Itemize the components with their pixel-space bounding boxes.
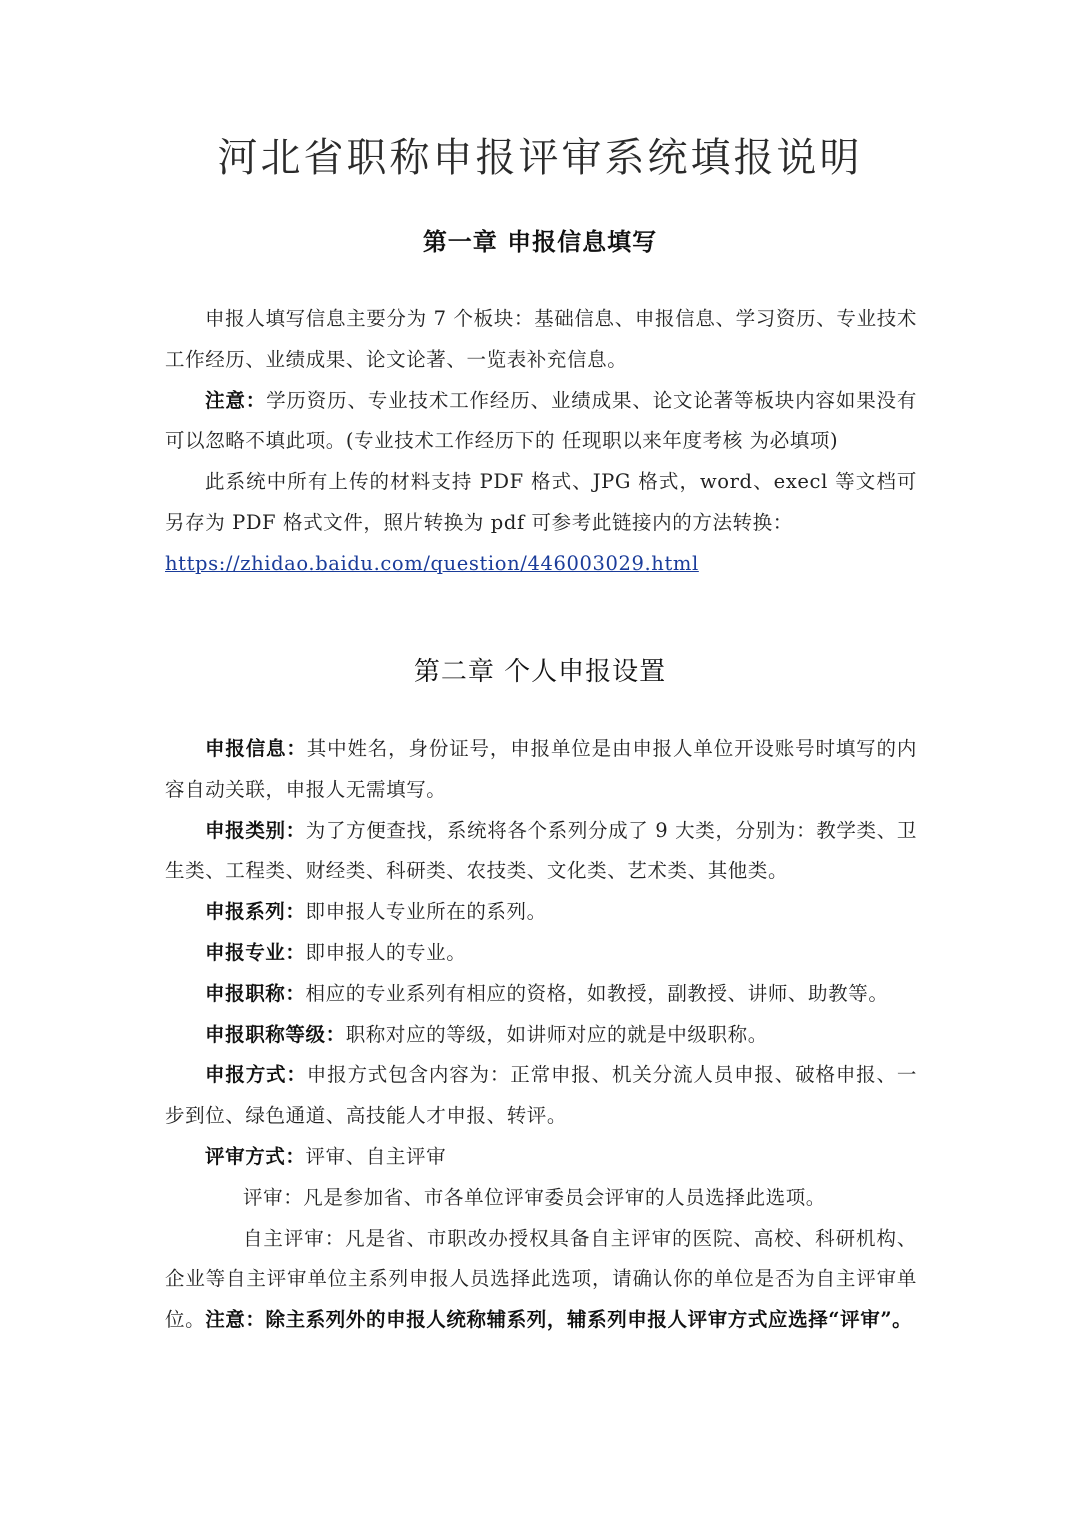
item-label: 评审方式： (205, 1144, 306, 1168)
item-text: 职称对应的等级，如讲师对应的就是中级职称。 (345, 1022, 768, 1046)
note-paragraph (165, 381, 917, 463)
self-review-note: 注意：除主系列外的申报人统称辅系列，辅系列申报人评审方式应选择“评审”。 (205, 1308, 913, 1332)
chapter-2-heading: 第二章 个人申报设置 (413, 657, 667, 687)
item-declaration-method (165, 1055, 917, 1137)
document-title: 河北省职称申报评审系统填报说明 (217, 135, 863, 181)
chapter-1-heading: 第一章 申报信息填写 (422, 227, 658, 256)
item-declaration-major (165, 933, 917, 974)
item-declaration-info (165, 729, 917, 811)
item-text: 评审、自主评审 (305, 1144, 447, 1168)
note-text: 学历资历、专业技术工作经历、业绩成果、论文论著等板块内容如果没有可以忽略不填此项。(专业技术工作经历下的 任现职以来年度考核 为必填项) (165, 388, 917, 453)
item-text: 即申报人专业所在的系列。 (305, 900, 547, 924)
item-label: 申报类别： (205, 818, 306, 842)
self-review-description (165, 1219, 917, 1341)
item-label: 申报方式： (205, 1063, 307, 1087)
item-label: 申报职称： (205, 981, 306, 1005)
intro-paragraph: 申报人填写信息主要分为 7 个板块：基础信息、申报信息、学习资历、专业技术工作经历、业绩成果、论文论著、一览表补充信息。 (165, 307, 917, 371)
item-text: 申报方式包含内容为：正常申报、机关分流人员申报、破格申报、一步到位、绿色通道、高技能人才申报、转评。 (165, 1063, 917, 1128)
item-label: 申报专业： (205, 940, 306, 964)
item-review-method (165, 1137, 917, 1178)
note-label: 注意： (205, 388, 267, 412)
chapter-1-body (165, 299, 917, 585)
help-link[interactable]: https://zhidao.baidu.com/question/446003029.html (165, 551, 699, 575)
self-review-text: 自主评审：凡是省、市职改办授权具备自主评审的医院、高校、科研机构、企业等自主评审单位主系列申报人员选择此选项，请确认你的单位是否为自主评审单位。 (165, 1226, 917, 1332)
item-declaration-title (165, 974, 917, 1015)
item-text: 即申报人的专业。 (305, 940, 467, 964)
upload-format-paragraph: 此系统中所有上传的材料支持 PDF 格式、JPG 格式，word、execl 等文档可另存为 PDF 格式文件，照片转换为 pdf 可参考此链接内的方法转换： (165, 470, 917, 534)
item-declaration-category (165, 811, 917, 893)
item-declaration-series (165, 892, 917, 933)
item-declaration-title-level (165, 1015, 917, 1056)
chapter-2-body (165, 729, 917, 1341)
item-text: 其中姓名，身份证号，申报单位是由申报人单位开设账号时填写的内容自动关联，申报人无需填写。 (165, 737, 917, 801)
item-label: 申报职称等级： (205, 1022, 346, 1046)
review-description: 评审：凡是参加省、市各单位评审委员会评审的人员选择此选项。 (243, 1185, 826, 1209)
item-text: 相应的专业系列有相应的资格，如教授，副教授、讲师、助教等。 (305, 981, 889, 1005)
item-label: 申报系列： (205, 900, 306, 924)
item-label: 申报信息： (205, 737, 307, 760)
item-text: 为了方便查找，系统将各个系列分成了 9 大类，分别为：教学类、卫生类、工程类、财经类、科研类、农技类、文化类、艺术类、其他类。 (165, 818, 917, 883)
link-paragraph (165, 544, 917, 585)
